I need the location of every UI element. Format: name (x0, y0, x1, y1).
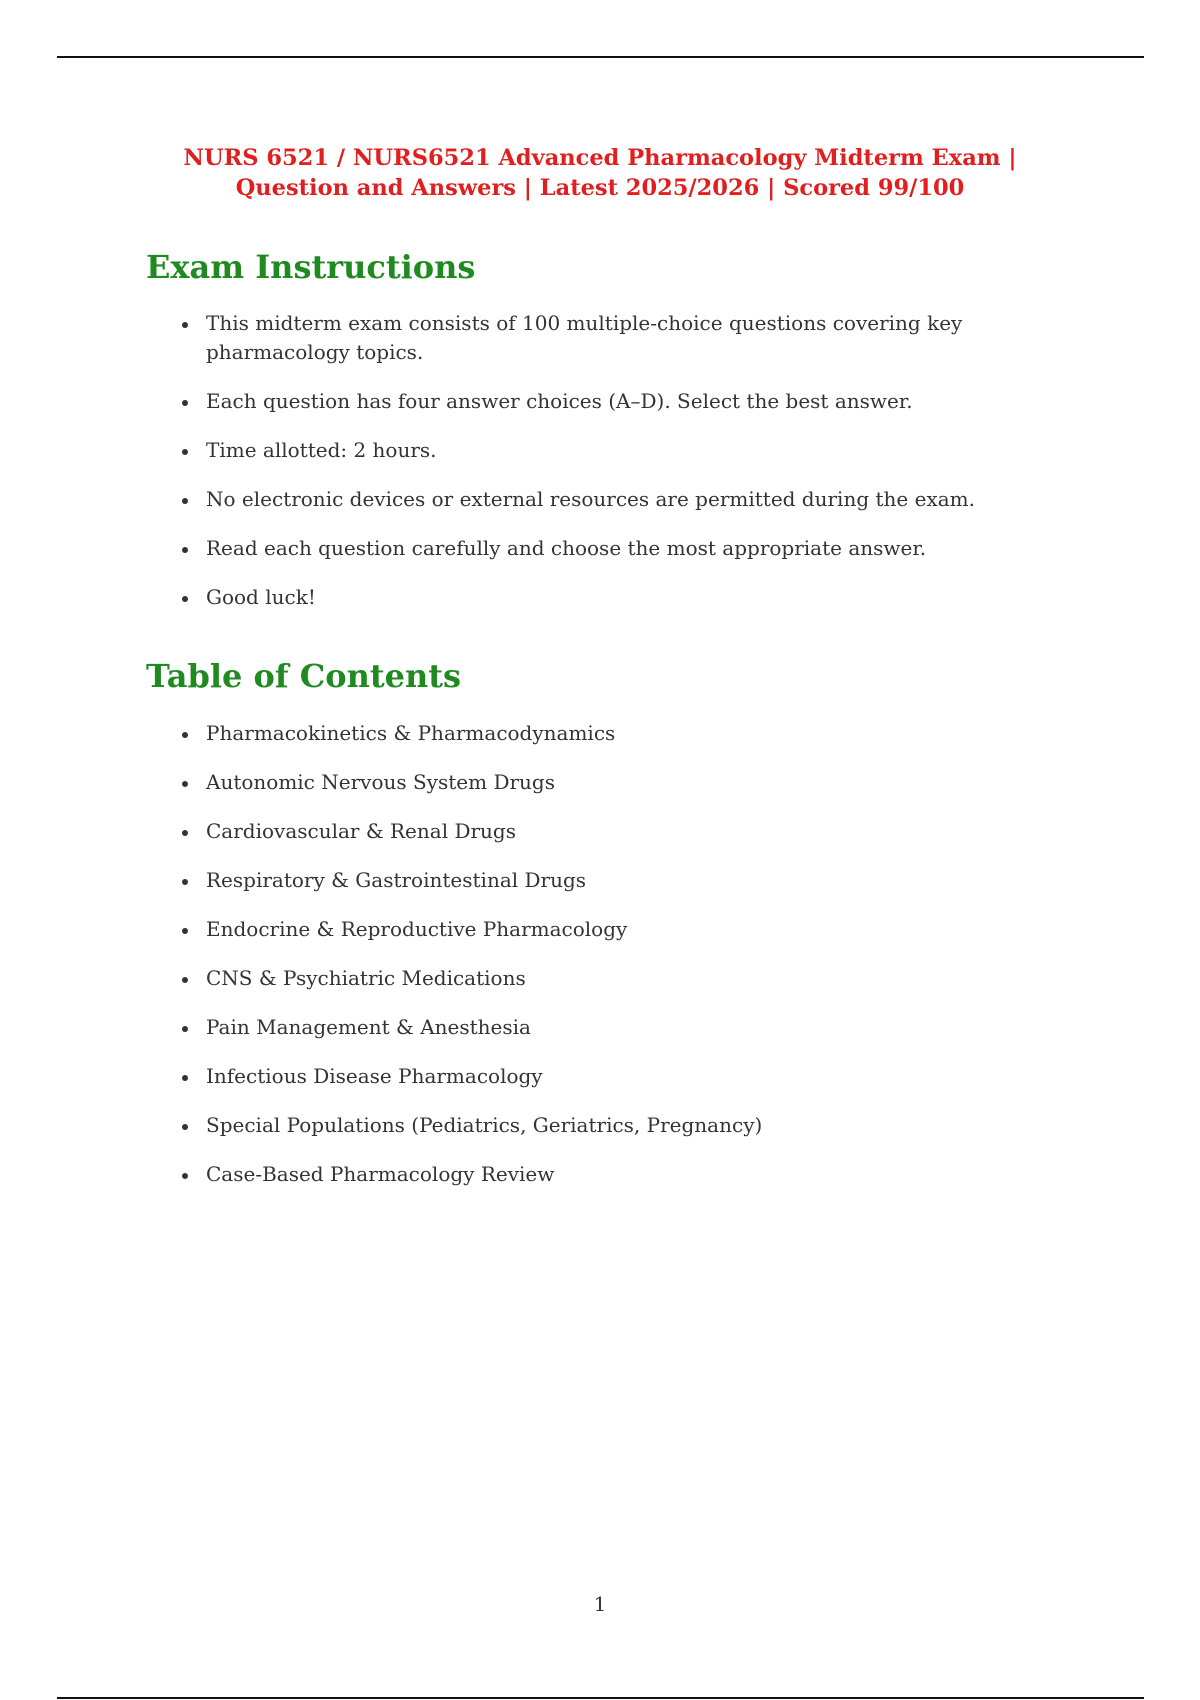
document-title-line-2: Question and Answers | Latest 2025/2026 | Scored 99/100 (235, 175, 965, 201)
document-title-line-1: NURS 6521 / NURS6521 Advanced Pharmacology Midterm Exam | (183, 145, 1017, 171)
toc-item: CNS & Psychiatric Medications (180, 964, 1080, 993)
instruction-item: Time allotted: 2 hours. (180, 436, 1080, 465)
table-of-contents-list (180, 719, 1080, 1209)
bottom-rule (57, 1697, 1144, 1699)
instruction-item: Read each question carefully and choose the most appropriate answer. (180, 534, 1080, 563)
toc-item: Special Populations (Pediatrics, Geriatrics, Pregnancy) (180, 1111, 1080, 1140)
exam-instructions-list (180, 309, 1080, 632)
toc-item: Respiratory & Gastrointestinal Drugs (180, 866, 1080, 895)
toc-item: Cardiovascular & Renal Drugs (180, 817, 1080, 846)
top-rule (57, 56, 1144, 58)
toc-item: Infectious Disease Pharmacology (180, 1062, 1080, 1091)
toc-item: Pain Management & Anesthesia (180, 1013, 1080, 1042)
toc-item: Endocrine & Reproductive Pharmacology (180, 915, 1080, 944)
toc-item: Autonomic Nervous System Drugs (180, 768, 1080, 797)
document-title (150, 143, 1050, 203)
toc-item: Case-Based Pharmacology Review (180, 1160, 1080, 1189)
instruction-item: Each question has four answer choices (A–D). Select the best answer. (180, 387, 1080, 416)
exam-instructions-heading: Exam Instructions (146, 248, 476, 286)
instruction-item: This midterm exam consists of 100 multiple-choice questions covering key pharmacology topics. (180, 309, 1080, 367)
table-of-contents-heading: Table of Contents (146, 657, 462, 695)
toc-item: Pharmacokinetics & Pharmacodynamics (180, 719, 1080, 748)
instruction-item: No electronic devices or external resources are permitted during the exam. (180, 485, 1080, 514)
instruction-item: Good luck! (180, 583, 1080, 612)
page-number: 1 (593, 1592, 607, 1616)
